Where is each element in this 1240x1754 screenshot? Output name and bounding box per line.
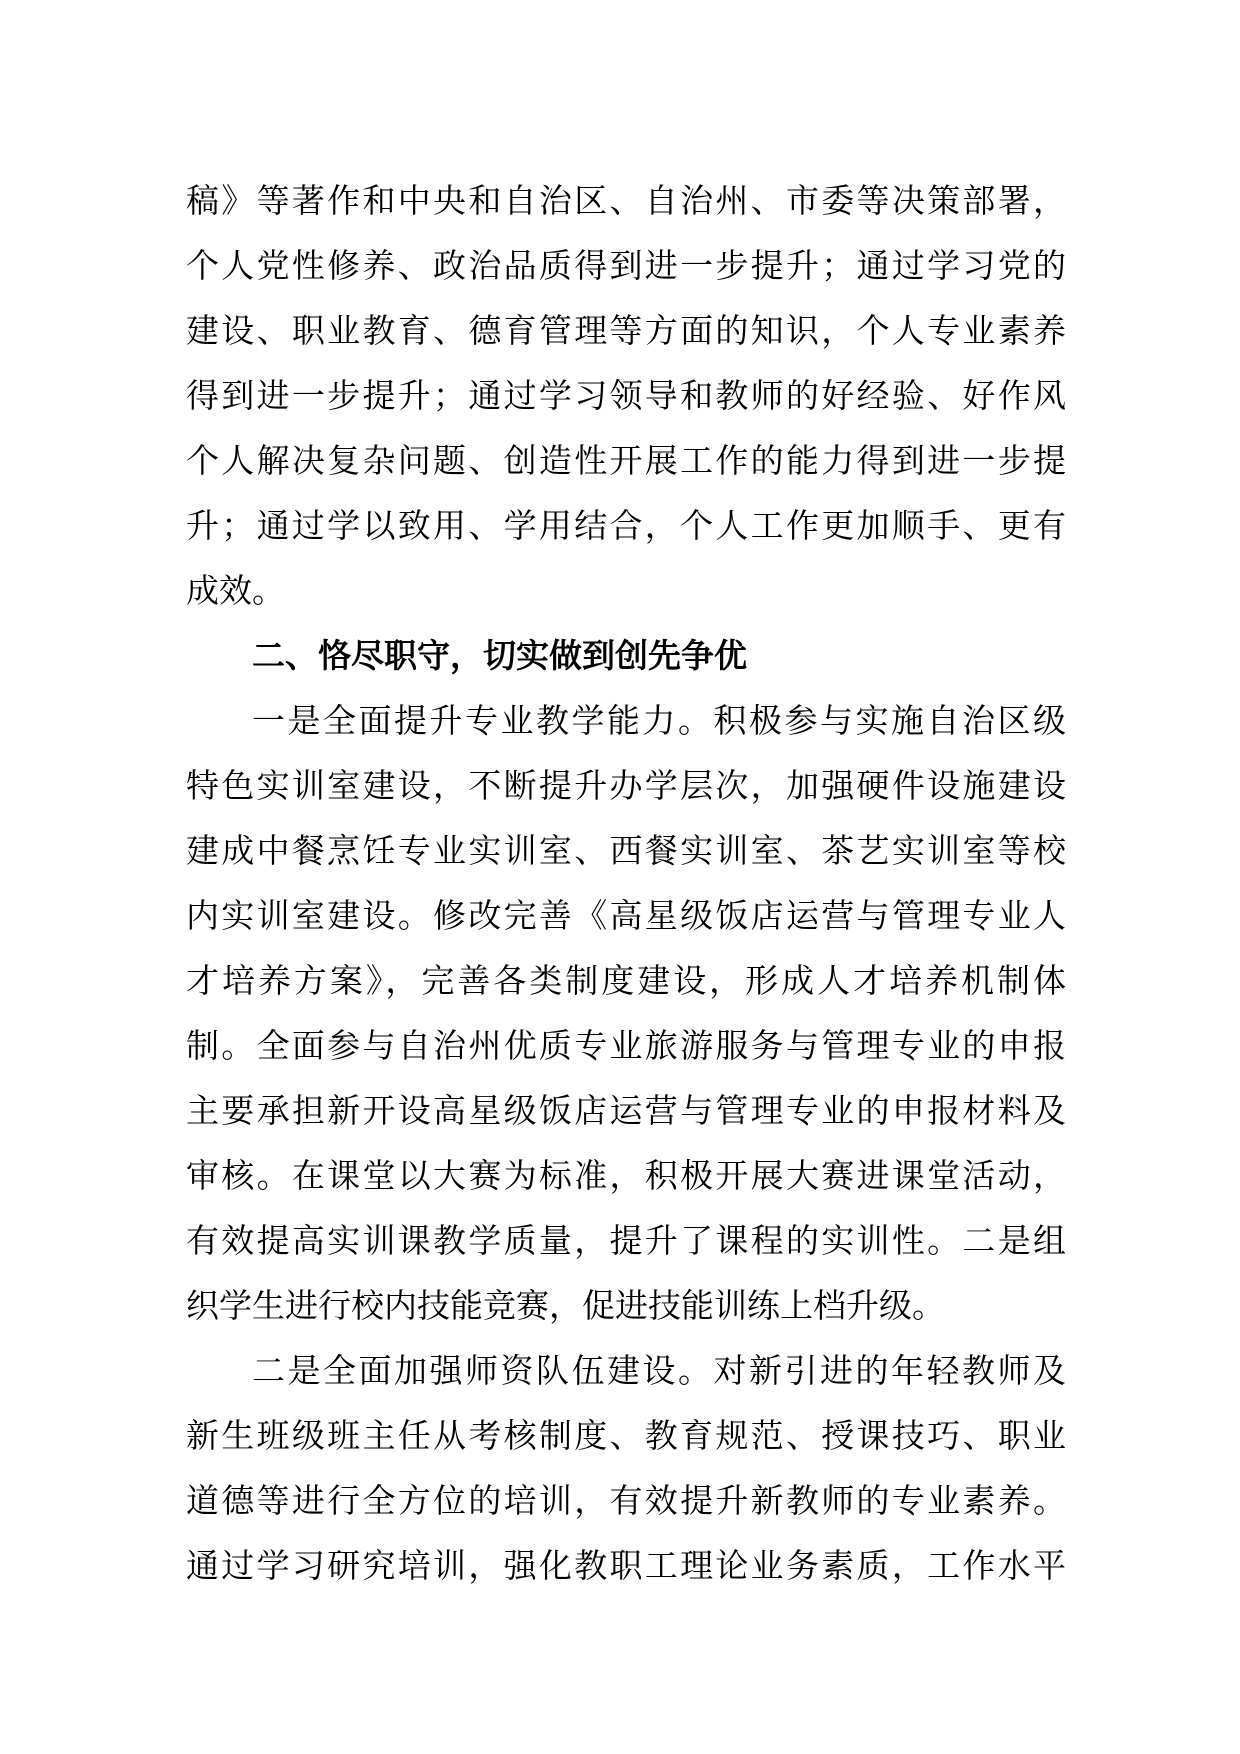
text-line: 主要承担新开设高星级饭店运营与管理专业的申报材料及 [186, 1091, 1066, 1130]
text-line: 二是全面加强师资队伍建设。对新引进的年轻教师及 [252, 1351, 1066, 1390]
text-line: 建设、职业教育、德育管理等方面的知识，个人专业素养 [186, 311, 1066, 350]
text-line: 新生班级班主任从考核制度、教育规范、授课技巧、职业 [186, 1416, 1066, 1455]
text-line: 一是全面提升专业教学能力。积极参与实施自治区级 [252, 701, 1066, 740]
text-line: 升；通过学以致用、学用结合，个人工作更加顺手、更有 [186, 506, 1066, 545]
text-line: 通过学习研究培训，强化教职工理论业务素质，工作水平 [186, 1546, 1066, 1585]
text-line: 内实训室建设。修改完善《高星级饭店运营与管理专业人 [186, 896, 1066, 935]
text-line: 建成中餐烹饪专业实训室、西餐实训室、茶艺实训室等校 [186, 831, 1066, 870]
text-line: 才培养方案》，完善各类制度建设，形成人才培养机制体 [186, 961, 1066, 1000]
text-line: 有效提高实训课教学质量，提升了课程的实训性。二是组 [186, 1221, 1066, 1260]
text-line: 稿》等著作和中央和自治区、自治州、市委等决策部署， [186, 181, 1066, 220]
text-line: 审核。在课堂以大赛为标准，积极开展大赛进课堂活动， [186, 1156, 1066, 1195]
text-line: 特色实训室建设，不断提升办学层次，加强硬件设施建设 [186, 766, 1066, 805]
text-line: 制。全面参与自治州优质专业旅游服务与管理专业的申报 [186, 1026, 1066, 1065]
text-line: 得到进一步提升；通过学习领导和教师的好经验、好作风 [186, 376, 1066, 415]
body-text [186, 168, 1066, 1598]
section-heading: 二、恪尽职守，切实做到创先争优 [252, 636, 747, 675]
text-line: 道德等进行全方位的培训，有效提升新教师的专业素养。 [186, 1481, 1066, 1520]
text-line: 成效。 [186, 571, 285, 610]
text-line: 个人党性修养、政治品质得到进一步提升；通过学习党的 [186, 246, 1066, 285]
text-line: 织学生进行校内技能竞赛，促进技能训练上档升级。 [186, 1286, 945, 1325]
text-line: 个人解决复杂问题、创造性开展工作的能力得到进一步提 [186, 441, 1066, 480]
